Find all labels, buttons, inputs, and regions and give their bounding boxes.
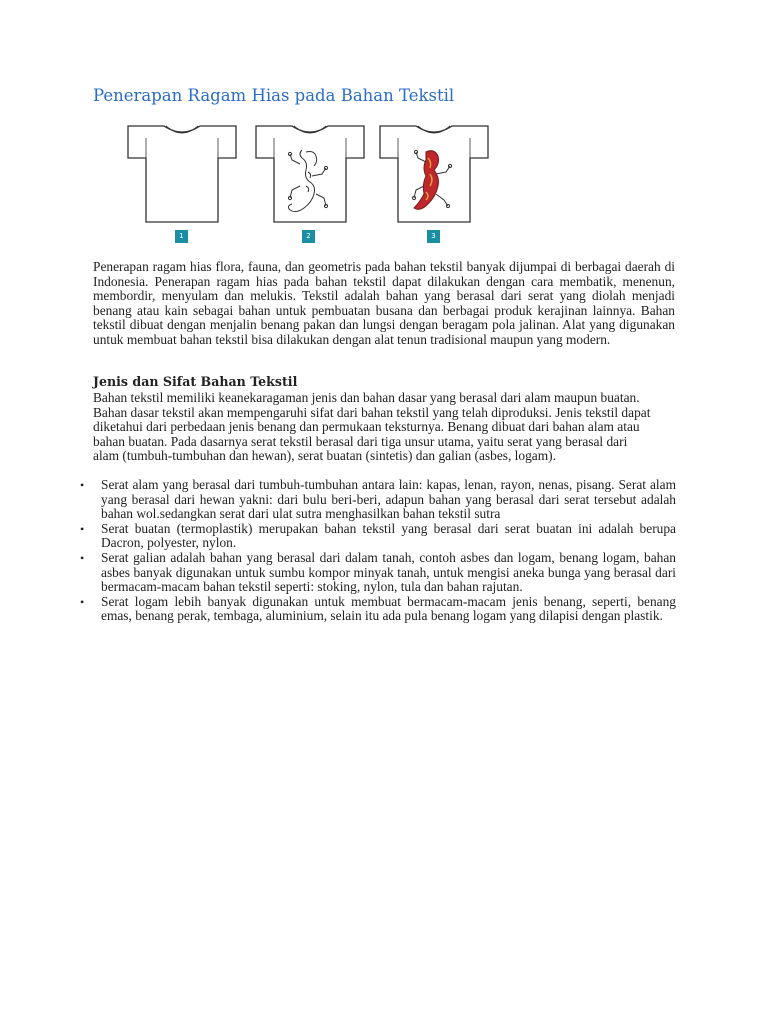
bullet-icon: • — [80, 478, 85, 492]
list-item: • Serat logam lebih banyak digunakan untuk membuat bermacam-macam jenis benang, seperti, benang emas, benang perak, tembaga, aluminium, selain itu ada pula benang logam yang dilapisi dengan plastik. — [80, 593, 676, 624]
figure-label-3: 3 — [427, 230, 440, 243]
bullet-icon: • — [80, 521, 85, 536]
list-item: • Serat buatan (termoplastik) merupakan bahan tekstil yang berasal dari serat buatan ini adalah berupa Dacron, polyester, nylon. — [80, 520, 676, 551]
colored-motif-shirt-illustration — [378, 124, 490, 224]
figure-label-1: 1 — [175, 230, 188, 243]
page-title: Penerapan Ragam Hias pada Bahan Tekstil — [93, 86, 455, 105]
list-item: • Serat galian adalah bahan yang berasal dari dalam tanah, contoh asbes dan logam, benang logam, bahan asbes banyak digunakan untuk sumbu kompor minyak tanah, untuk mengisi aneka bunga yang berasal dari bermacam-macam bahan tekstil seperti: stoking, nylon, tula dan bahan rajutan. — [80, 549, 676, 595]
bullet-icon: • — [80, 594, 85, 609]
intro-paragraph: Penerapan ragam hias flora, fauna, dan geometris pada bahan tekstil banyak dijumpai di berbagai daerah di Indonesia. Penerapan ragam hias pada bahan tekstil dapat dilakukan dengan cara membatik, menenun, membordir, menyulam dan melukis. Tekstil adalah bahan yang berasal dari serat yang diolah menjadi benang atau kain sebagai bahan untuk pembuatan busana dan berbagai produk kerajinan lainnya. Bahan tekstil dibuat dengan menjalin benang pakan dan lungsi dengan beragam pola jalinan. Alat yang digunakan untuk membuat bahan tekstil bisa dilakukan dengan alat tenun tradisional maupun yang modern. — [93, 259, 675, 347]
section-heading: Jenis dan Sifat Bahan Tekstil — [93, 374, 298, 389]
outlined-motif-shirt-illustration — [254, 124, 366, 224]
plain-shirt-illustration — [126, 124, 238, 224]
list-item: • Serat alam yang berasal dari tumbuh-tumbuhan antara lain: kapas, lenan, rayon, nenas, pisang. Serat alam yang berasal dari hewan yakni: dari bulu beri-beri, adapun bahan yang berasal dari serat tersebut adalah bahan wol.sedangkan serat dari ulat sutra menghasilkan bahan tekstil sutra — [80, 477, 676, 522]
bullet-icon: • — [80, 550, 85, 565]
section-intro-paragraph: Bahan tekstil memiliki keanekaragaman jenis dan bahan dasar yang berasal dari alam maupun buatan. Bahan dasar tekstil akan mempengaruhi sifat dari bahan tekstil yang telah diproduksi. Jenis tekstil dapat diketahui dari perbedaan jenis benang dan permukaan teksturnya. Benang dibuat dari bahan alam atau bahan buatan. Pada dasarnya serat tekstil berasal dari tiga unsur utama, yaitu serat yang berasal dari alam (tumbuh-tumbuhan dan hewan), serat buatan (sintetis) dan galian (asbes, logam). — [93, 390, 651, 464]
fiber-type-list — [80, 478, 676, 624]
shirt-figure — [126, 124, 496, 246]
figure-label-2: 2 — [302, 230, 315, 243]
